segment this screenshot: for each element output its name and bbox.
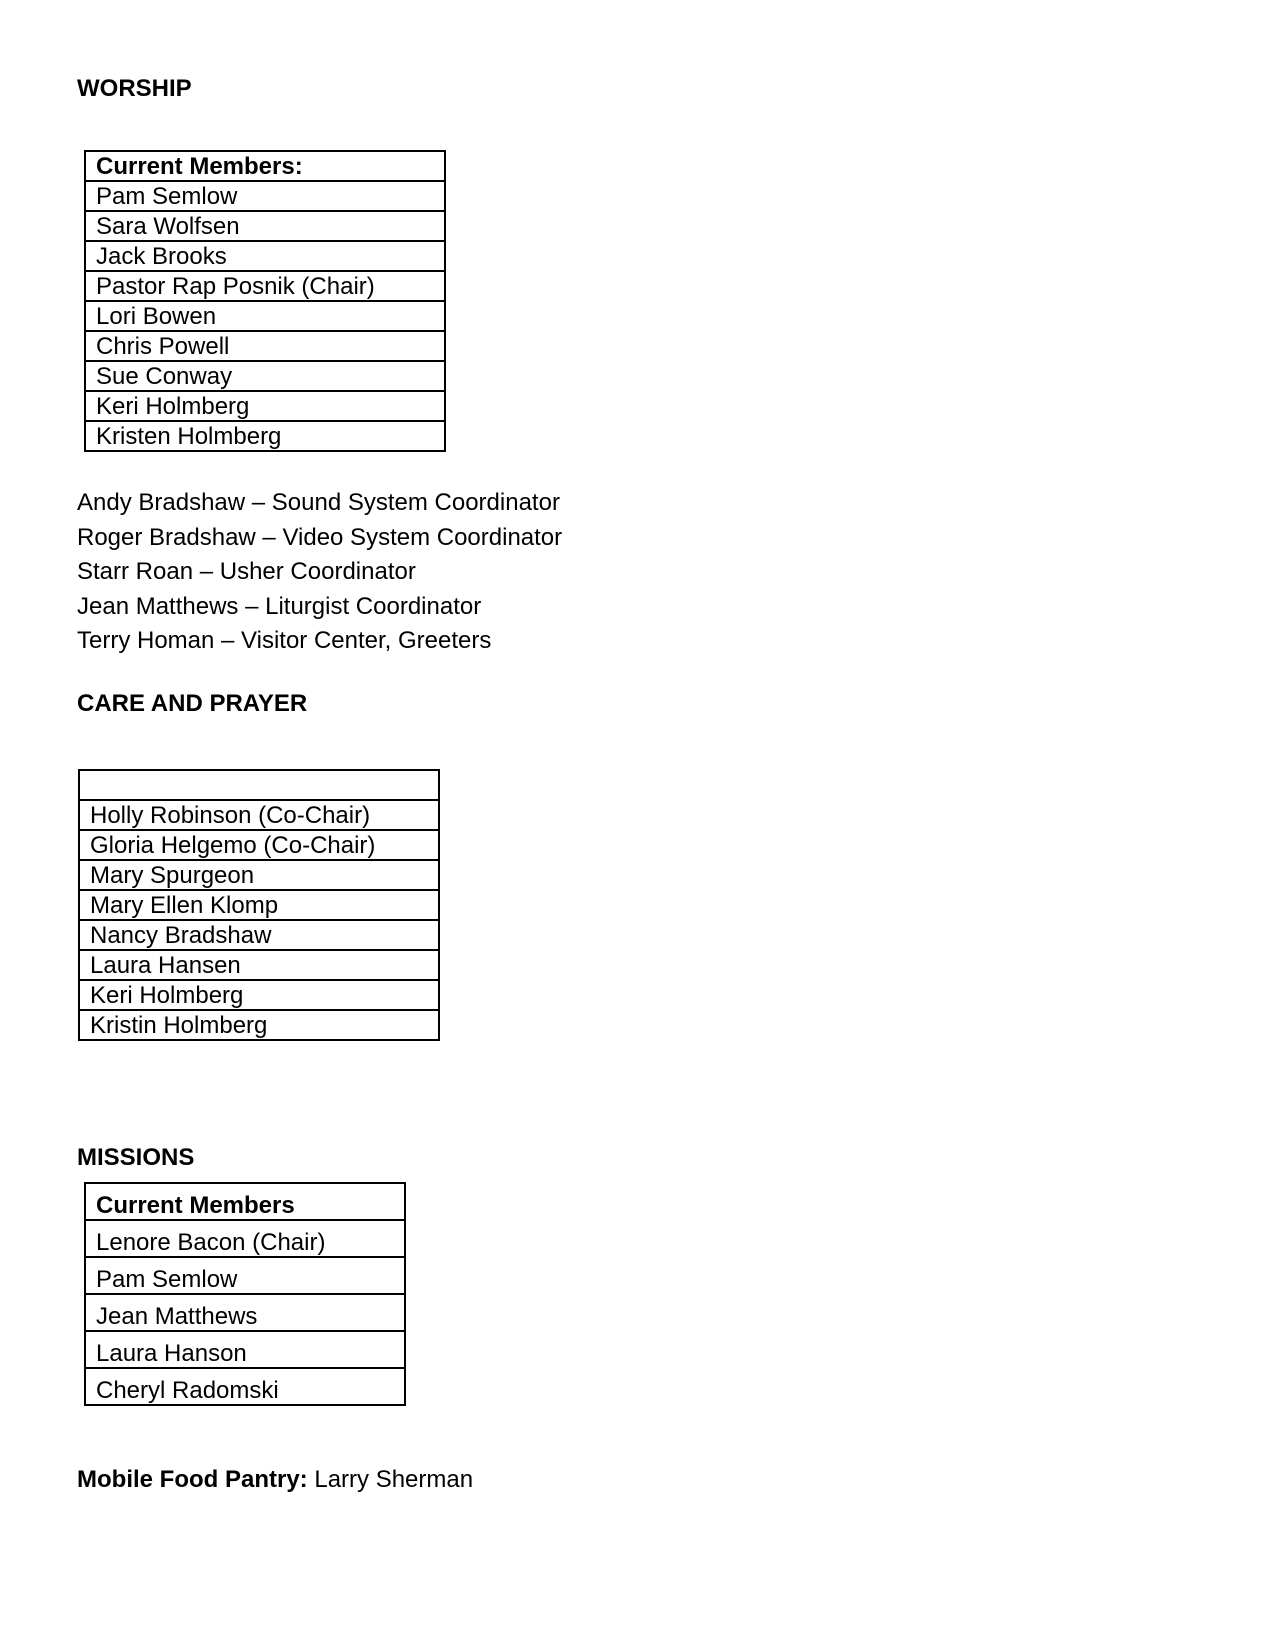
missions-member: Cheryl Radomski [85, 1368, 405, 1405]
care-and-prayer-member: Mary Spurgeon [79, 860, 439, 890]
table-row [85, 391, 445, 421]
worship-coordinators-list [77, 486, 562, 659]
missions-heading: MISSIONS [77, 1144, 195, 1171]
table-header-row [85, 1183, 405, 1220]
table-row [85, 241, 445, 271]
table-row [85, 1368, 405, 1405]
table-row [85, 1294, 405, 1331]
missions-member: Jean Matthews [85, 1294, 405, 1331]
worship-heading: WORSHIP [77, 75, 192, 102]
table-row [85, 181, 445, 211]
care-and-prayer-member: Nancy Bradshaw [79, 920, 439, 950]
worship-member: Kristen Holmberg [85, 421, 445, 451]
care-and-prayer-heading: CARE AND PRAYER [77, 690, 308, 717]
table-row [79, 920, 439, 950]
missions-member: Lenore Bacon (Chair) [85, 1220, 405, 1257]
coordinator-line: Starr Roan – Usher Coordinator [77, 558, 416, 585]
table-row [85, 301, 445, 331]
mobile-food-pantry-label: Mobile Food Pantry: [77, 1466, 308, 1493]
care-and-prayer-member: Kristin Holmberg [79, 1010, 439, 1040]
worship-member: Sara Wolfsen [85, 211, 445, 241]
care-and-prayer-member: Gloria Helgemo (Co-Chair) [79, 830, 439, 860]
worship-member: Keri Holmberg [85, 391, 445, 421]
worship-members-table [84, 150, 446, 452]
table-row [85, 361, 445, 391]
worship-member: Chris Powell [85, 331, 445, 361]
table-row [85, 421, 445, 451]
table-header-row [79, 770, 439, 800]
table-row [85, 211, 445, 241]
missions-member: Laura Hanson [85, 1331, 405, 1368]
care-and-prayer-member: Holly Robinson (Co-Chair) [79, 800, 439, 830]
missions-member: Pam Semlow [85, 1257, 405, 1294]
care-and-prayer-table-header [79, 770, 439, 800]
coordinator-line: Andy Bradshaw – Sound System Coordinator [77, 489, 560, 516]
care-and-prayer-members-table [78, 769, 440, 1041]
table-header-row [85, 151, 445, 181]
table-row [79, 950, 439, 980]
coordinator-line: Jean Matthews – Liturgist Coordinator [77, 592, 482, 620]
care-and-prayer-member: Laura Hansen [79, 950, 439, 980]
worship-member: Lori Bowen [85, 301, 445, 331]
coordinator-line: Roger Bradshaw – Video System Coordinator [77, 523, 563, 551]
table-row [79, 980, 439, 1010]
table-row [79, 860, 439, 890]
missions-members-table [84, 1182, 406, 1406]
table-row [79, 830, 439, 860]
table-row [85, 1220, 405, 1257]
missions-table-header: Current Members [85, 1183, 405, 1220]
worship-table-header: Current Members: [85, 151, 445, 181]
table-row [79, 800, 439, 830]
coordinator-line: Terry Homan – Visitor Center, Greeters [77, 627, 492, 654]
care-and-prayer-member: Keri Holmberg [79, 980, 439, 1010]
table-row [85, 1257, 405, 1294]
mobile-food-pantry-line [77, 1466, 473, 1494]
care-and-prayer-member: Mary Ellen Klomp [79, 890, 439, 920]
worship-member: Pam Semlow [85, 181, 445, 211]
table-row [85, 1331, 405, 1368]
table-row [85, 271, 445, 301]
mobile-food-pantry-value: Larry Sherman [314, 1466, 474, 1493]
worship-member: Pastor Rap Posnik (Chair) [85, 271, 445, 301]
table-row [85, 331, 445, 361]
table-row [79, 890, 439, 920]
table-row [79, 1010, 439, 1040]
worship-member: Sue Conway [85, 361, 445, 391]
worship-member: Jack Brooks [85, 241, 445, 271]
